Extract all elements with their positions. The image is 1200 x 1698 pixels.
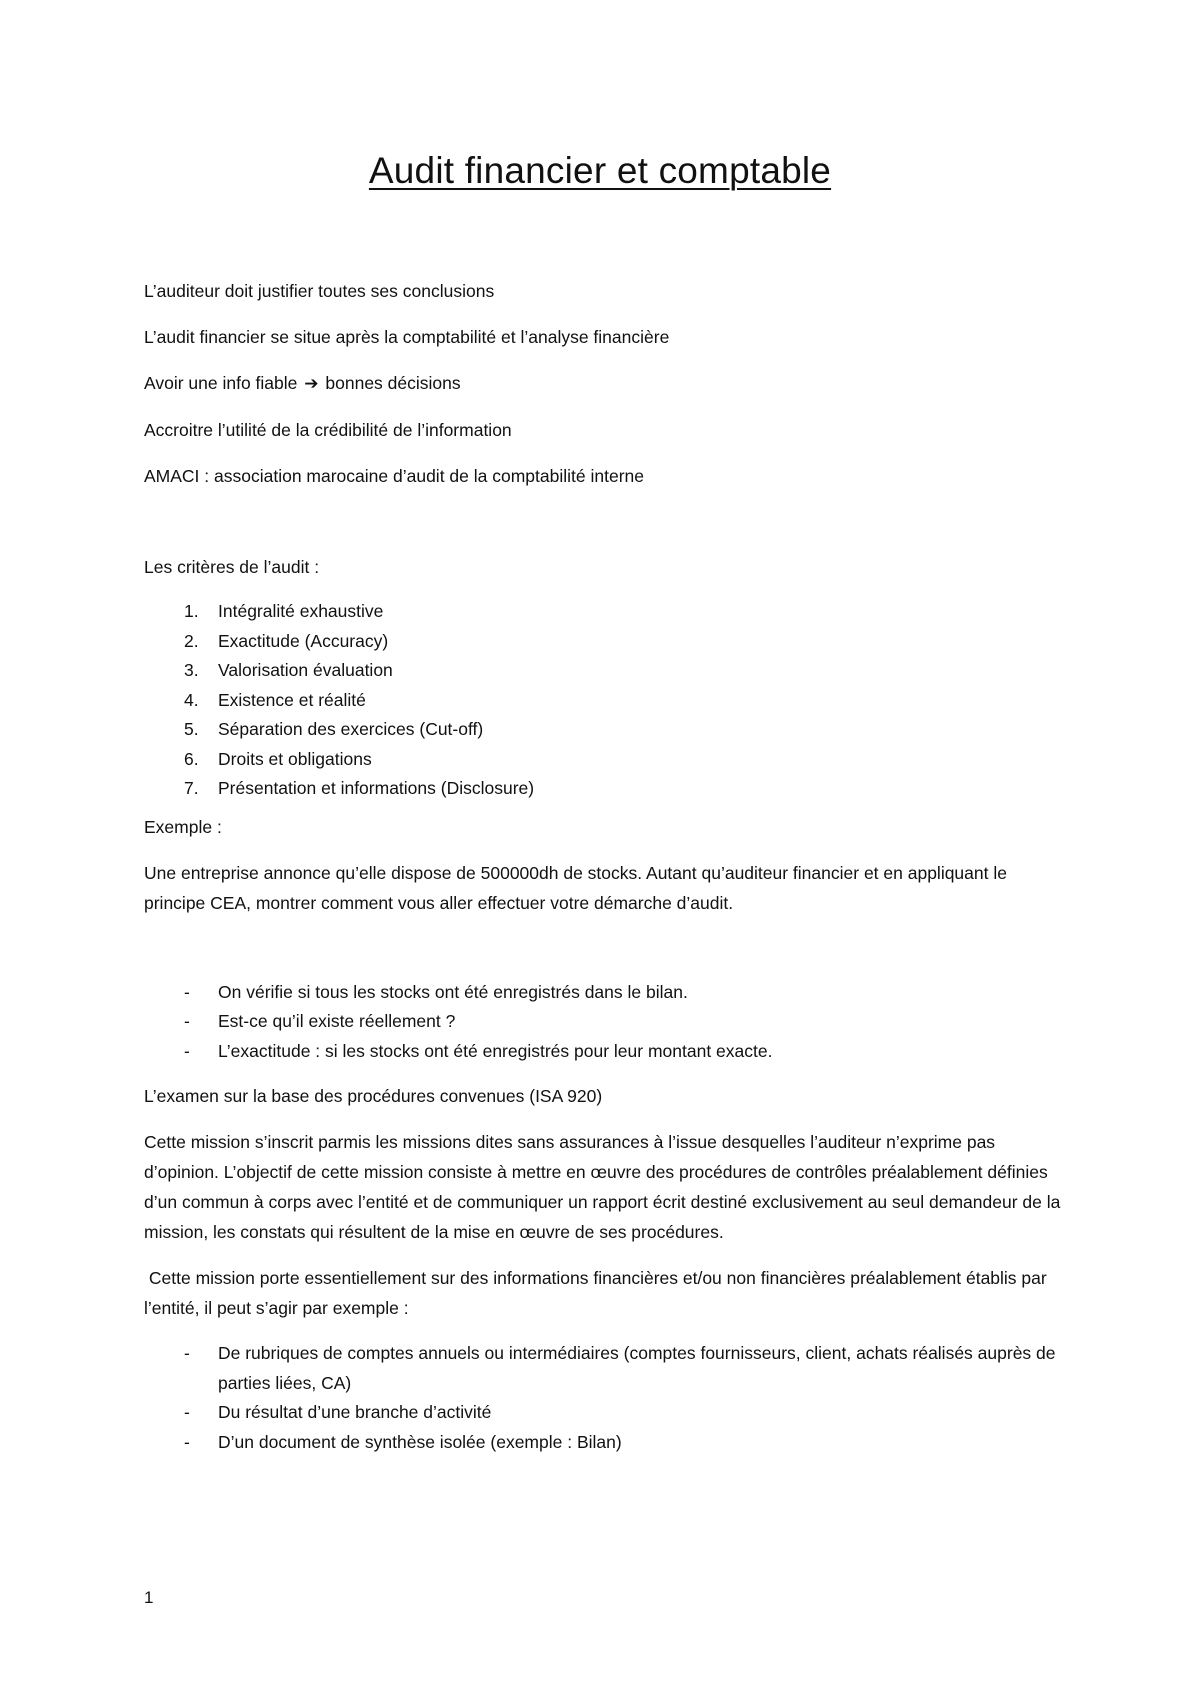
list-number: 1. — [184, 601, 199, 621]
page-number: 1 — [144, 1588, 154, 1607]
list-number: 3. — [184, 660, 199, 680]
intro-line-1: L’auditeur doit justifier toutes ses conclusions — [144, 281, 495, 301]
list-item — [144, 1339, 1064, 1398]
list-item — [144, 627, 1064, 657]
list-number: 4. — [184, 689, 199, 710]
list-number: 7. — [184, 778, 199, 798]
list-number: 5. — [184, 719, 199, 739]
isa-bullets — [144, 1339, 1064, 1457]
intro-line-4: AMACI : association marocaine d’audit de la comptabilité interne — [144, 466, 644, 486]
list-item-text: Est-ce qu’il existe réellement ? — [218, 1011, 456, 1031]
list-item — [144, 1428, 1064, 1458]
list-item-text: Présentation et informations (Disclosure) — [218, 778, 535, 798]
list-item-text: Valorisation évaluation — [218, 660, 393, 680]
info-line-before: Avoir une info fiable — [144, 373, 298, 393]
dash-mark: - — [184, 1343, 190, 1363]
list-item-text: De rubriques de comptes annuels ou intermédiaires (comptes fournisseurs, client, achats réalisés auprès de parties liées, CA) — [218, 1343, 1056, 1393]
page-title: Audit financier et comptable — [368, 150, 832, 191]
list-item-text: Du résultat d’une branche d’activité — [218, 1402, 492, 1422]
info-line-after: bonnes décisions — [325, 373, 461, 393]
dash-mark: - — [184, 981, 190, 1002]
list-item-text: On vérifie si tous les stocks ont été enregistrés dans le bilan. — [218, 981, 688, 1002]
isa-heading: L’examen sur la base des procédures convenues (ISA 920) — [144, 1086, 603, 1106]
spacer — [144, 507, 1064, 552]
list-item — [144, 978, 1064, 1008]
list-item-text: Existence et réalité — [218, 689, 366, 710]
spacer — [144, 934, 1064, 978]
list-item — [144, 656, 1064, 686]
list-item-text: Séparation des exercices (Cut-off) — [218, 719, 484, 739]
list-number: 6. — [184, 748, 199, 769]
list-item — [144, 686, 1064, 716]
list-number: 2. — [184, 630, 199, 651]
example-heading: Exemple : — [144, 816, 222, 837]
intro-line-2: L’audit financier se situe après la comptabilité et l’analyse financière — [144, 327, 670, 347]
dash-mark: - — [184, 1402, 190, 1422]
list-item — [144, 597, 1064, 627]
list-item — [144, 1398, 1064, 1428]
dash-mark: - — [184, 1040, 190, 1061]
isa-paragraph-1: Cette mission s’inscrit parmis les missions dites sans assurances à l’issue desquelles l’auditeur n’exprime pas d’opinion. L’objectif de cette mission consiste à mettre en œuvre des procédures de contrôles préalablement définies d’un commun à corps avec l’entité et de communiquer un rapport écrit destiné exclusivement au seul demandeur de la mission, les constats qui résultent de la mise en œuvre de ses procédures. — [144, 1132, 1061, 1242]
example-text: Une entreprise annonce qu’elle dispose de 500000dh de stocks. Autant qu’auditeur financier et en appliquant le principe CEA, montrer comment vous aller effectuer votre démarche d’audit. — [144, 862, 1007, 913]
intro-line-3: Accroitre l’utilité de la crédibilité de l’information — [144, 420, 512, 440]
criteria-heading: Les critères de l’audit : — [144, 557, 320, 577]
list-item-text: Droits et obligations — [218, 748, 372, 769]
criteria-list — [144, 597, 1064, 804]
list-item-text: L’exactitude : si les stocks ont été enregistrés pour leur montant exacte. — [218, 1040, 773, 1061]
list-item — [144, 1007, 1064, 1037]
list-item-text: D’un document de synthèse isolée (exemple : Bilan) — [218, 1431, 622, 1452]
list-item-text: Exactitude (Accuracy) — [218, 630, 389, 651]
list-item — [144, 1037, 1064, 1067]
list-item — [144, 774, 1064, 804]
list-item — [144, 715, 1064, 745]
list-item — [144, 745, 1064, 775]
document-body — [144, 276, 1064, 1472]
isa-paragraph-2: Cette mission porte essentiellement sur des informations financières et/ou non financières préalablement établis par l’entité, il peut s’agir par exemple : — [144, 1268, 1052, 1318]
example-bullets — [144, 978, 1064, 1067]
info-line — [144, 368, 1064, 399]
dash-mark: - — [184, 1431, 190, 1452]
arrow-right-icon: ➔ — [304, 374, 319, 393]
dash-mark: - — [184, 1011, 190, 1031]
list-item-text: Intégralité exhaustive — [218, 601, 384, 621]
